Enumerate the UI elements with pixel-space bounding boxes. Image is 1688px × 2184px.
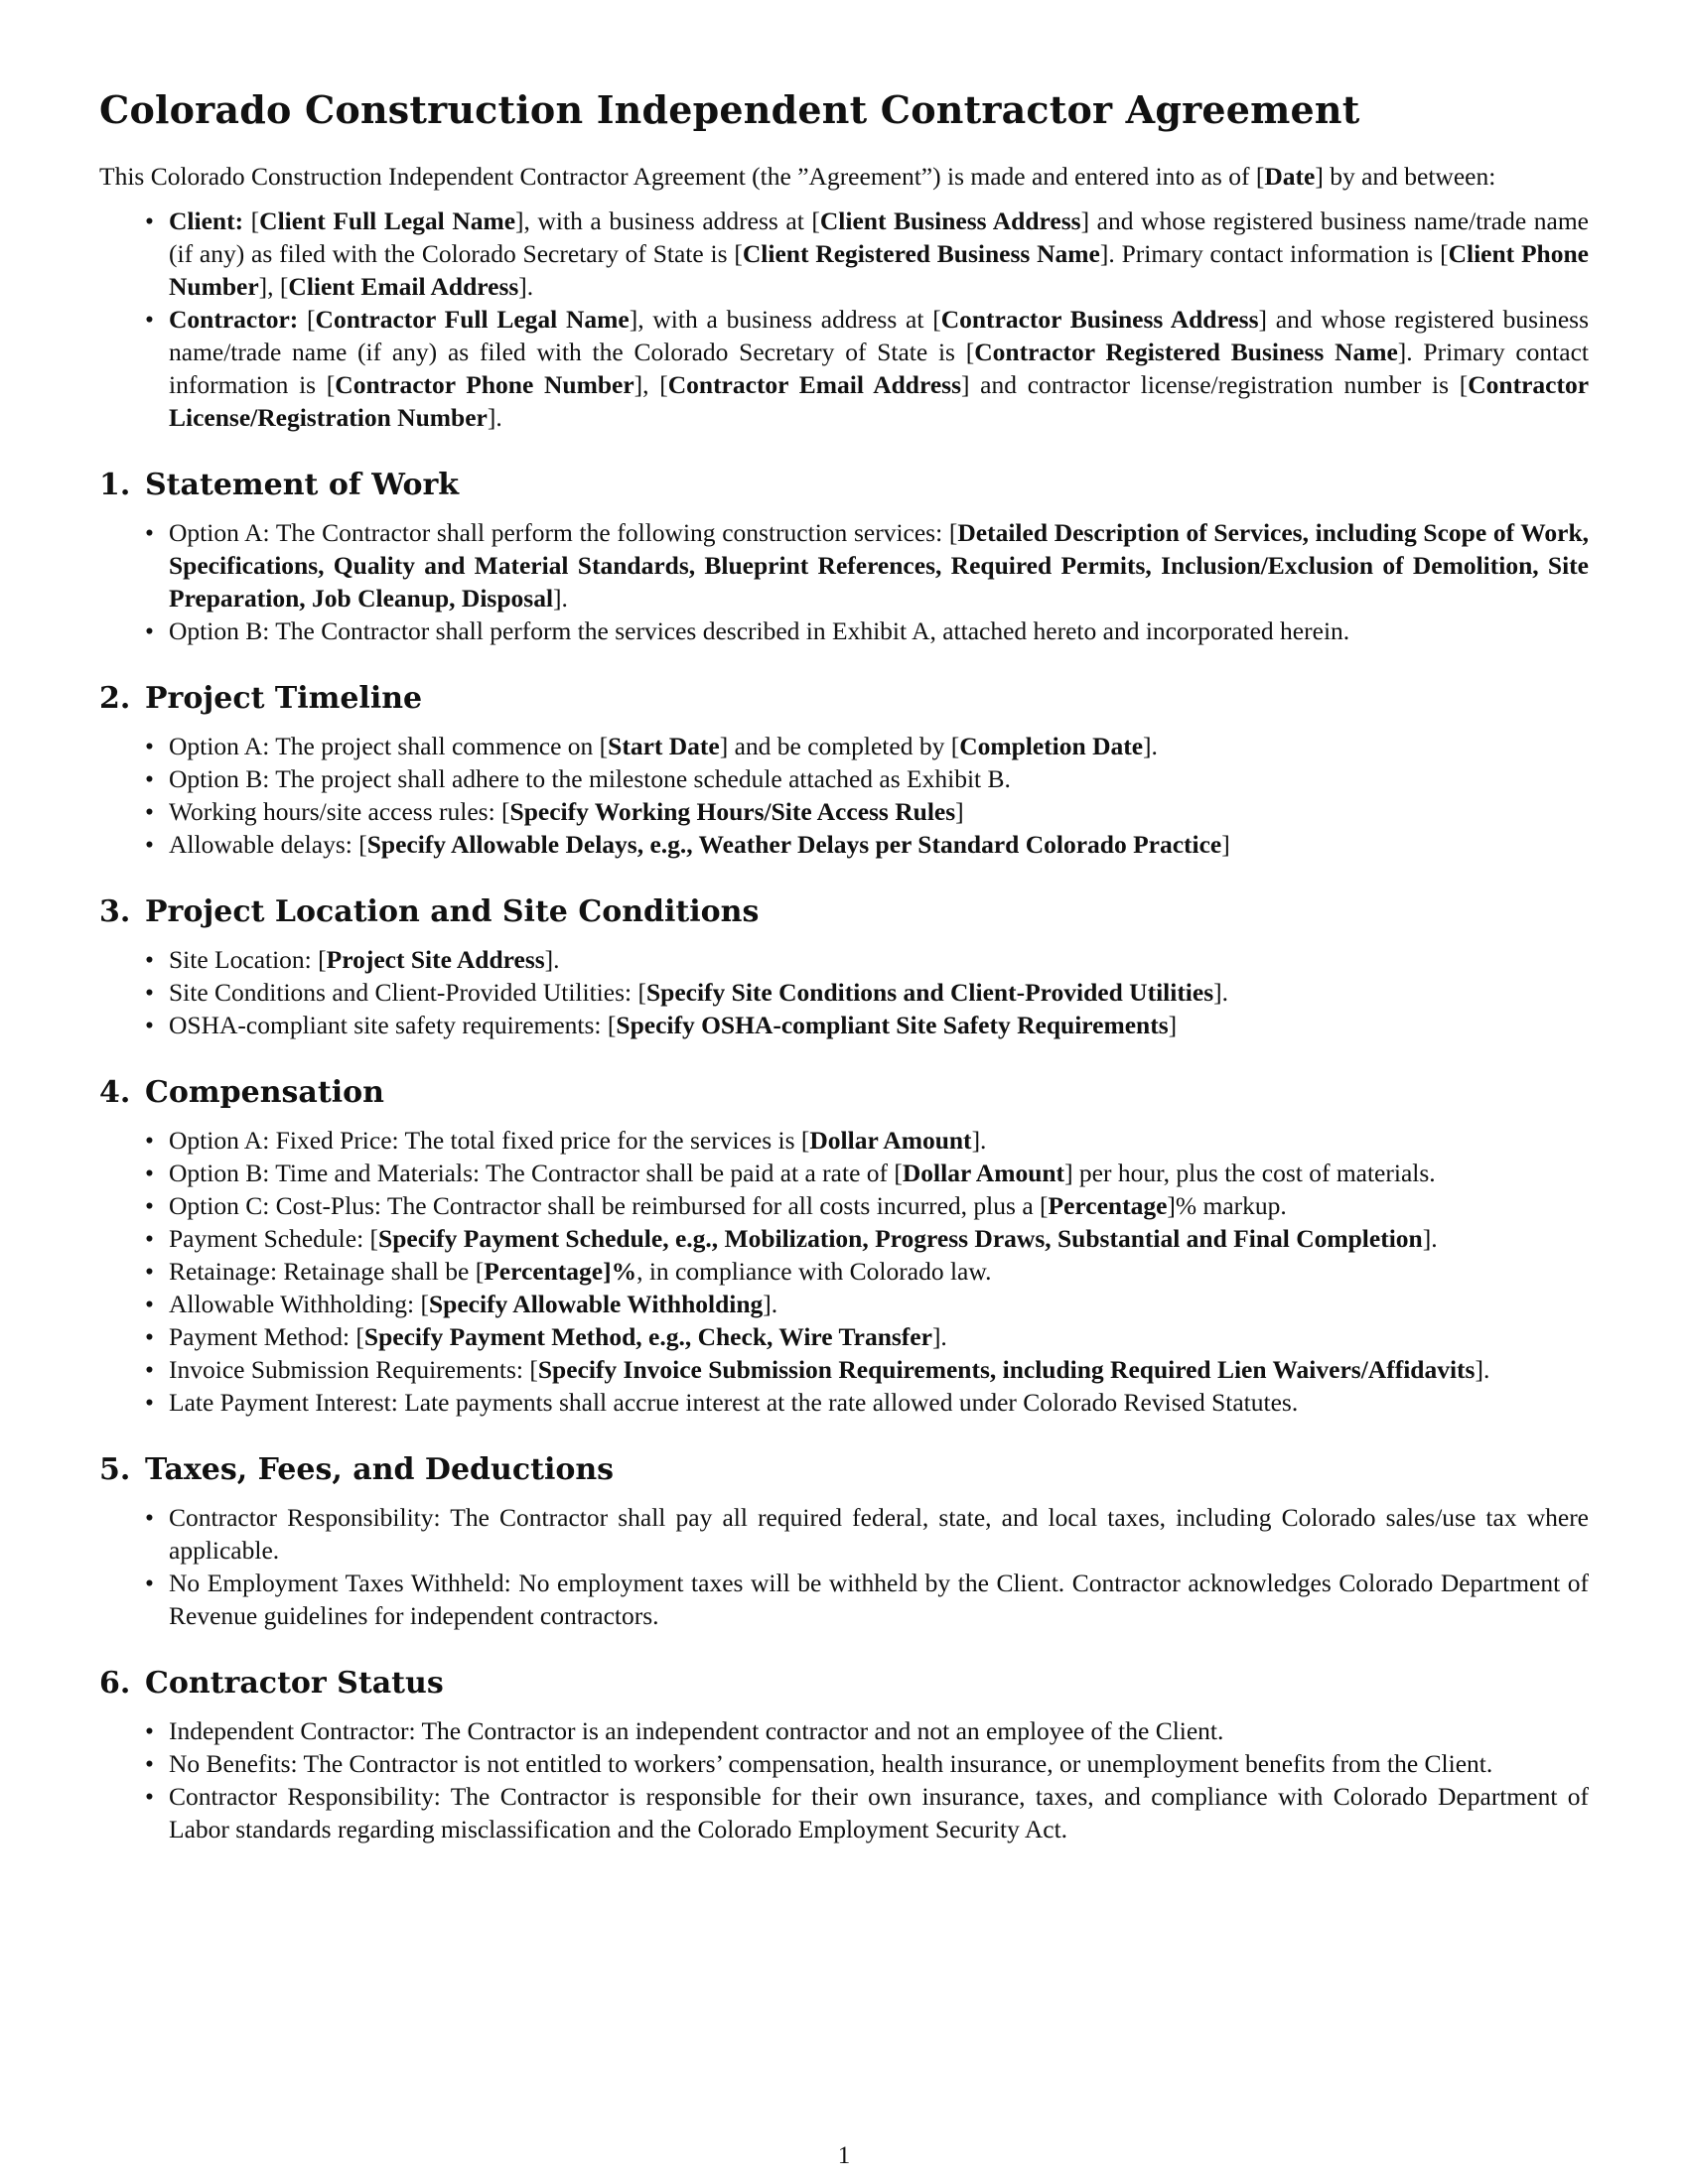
section-list: [99, 1714, 1589, 1845]
list-item: • Option B: Time and Materials: The Contractor shall be paid at a rate of [Dollar Amount] per hour, plus the cost of materials.: [169, 1157, 1589, 1189]
section-list: [99, 1124, 1589, 1419]
list-item: • Option B: The Contractor shall perform the services described in Exhibit A, attached hereto and incorporated herein.: [169, 614, 1589, 647]
list-item: • Payment Schedule: [Specify Payment Schedule, e.g., Mobilization, Progress Draws, Substantial and Final Completion].: [169, 1222, 1589, 1255]
list-item: • Site Location: [Project Site Address].: [169, 943, 1589, 976]
section-list: [99, 730, 1589, 861]
parties-list: [99, 205, 1589, 434]
list-item: • OSHA-compliant site safety requirements: [Specify OSHA-compliant Site Safety Requirements]: [169, 1009, 1589, 1041]
section-heading: 2. Project Timeline: [99, 681, 423, 716]
list-item: • Option A: The project shall commence on [Start Date] and be completed by [Completion Date].: [169, 730, 1589, 762]
list-item: • No Benefits: The Contractor is not entitled to workers’ compensation, health insurance, or unemployment benefits from the Client.: [169, 1747, 1589, 1780]
list-item: • Contractor Responsibility: The Contractor shall pay all required federal, state, and local taxes, including Colorado sales/use tax where applicable.: [169, 1501, 1589, 1567]
section-heading: 6. Contractor Status: [99, 1666, 444, 1701]
section-heading: 5. Taxes, Fees, and Deductions: [99, 1452, 615, 1487]
list-item: • Working hours/site access rules: [Specify Working Hours/Site Access Rules]: [169, 795, 1589, 828]
list-item: • Client: [Client Full Legal Name], with a business address at [Client Business Address] and whose registered business name/trade name (if any) as filed with the Colorado Secretary of State is [Client Registered Business Name]. Primary contact information is [Client Phone Number], [Client Email Address].: [169, 205, 1589, 303]
list-item: • Allowable Withholding: [Specify Allowable Withholding].: [169, 1288, 1589, 1320]
document-title: Colorado Construction Independent Contractor Agreement: [99, 87, 1360, 132]
list-item: • Invoice Submission Requirements: [Specify Invoice Submission Requirements, including Required Lien Waivers/Affidavits].: [169, 1353, 1589, 1386]
section-heading: 1. Statement of Work: [99, 468, 460, 502]
list-item: • Late Payment Interest: Late payments shall accrue interest at the rate allowed under Colorado Revised Statutes.: [169, 1386, 1589, 1419]
list-item: • Independent Contractor: The Contractor is an independent contractor and not an employee of the Client.: [169, 1714, 1589, 1747]
list-item: • Contractor Responsibility: The Contractor is responsible for their own insurance, taxes, and compliance with Colorado Department of Labor standards regarding misclassification and the Colorado Employment Security Act.: [169, 1780, 1589, 1845]
list-item: • No Employment Taxes Withheld: No employment taxes will be withheld by the Client. Contractor acknowledges Colorado Department of Revenue guidelines for independent contractors.: [169, 1567, 1589, 1632]
page-number: 1: [837, 2142, 851, 2169]
list-item: • Allowable delays: [Specify Allowable Delays, e.g., Weather Delays per Standard Colorado Practice]: [169, 828, 1589, 861]
list-item: • Option B: The project shall adhere to the milestone schedule attached as Exhibit B.: [169, 762, 1589, 795]
section-list: [99, 943, 1589, 1041]
list-item: • Option C: Cost-Plus: The Contractor shall be reimbursed for all costs incurred, plus a [Percentage]% markup.: [169, 1189, 1589, 1222]
list-item: • Option A: The Contractor shall perform the following construction services: [Detailed Description of Services, including Scope of Work, Specifications, Quality and Material Standards, Blueprint References, Required Permits, Inclusion/Exclusion of Demolition, Site Preparation, Job Cleanup, Disposal].: [169, 516, 1589, 614]
section-list: [99, 516, 1589, 647]
list-item: • Site Conditions and Client-Provided Utilities: [Specify Site Conditions and Client-Provided Utilities].: [169, 976, 1589, 1009]
document-page: [99, 87, 1589, 1845]
section-heading: 4. Compensation: [99, 1075, 384, 1110]
list-item: • Retainage: Retainage shall be [Percentage]%, in compliance with Colorado law.: [169, 1255, 1589, 1288]
list-item: • Contractor: [Contractor Full Legal Name], with a business address at [Contractor Business Address] and whose registered business name/trade name (if any) as filed with the Colorado Secretary of State is [Contractor Registered Business Name]. Primary contact information is [Contractor Phone Number], [Contractor Email Address] and contractor license/registration number is [Contractor License/Registration Number].: [169, 303, 1589, 434]
section-list: [99, 1501, 1589, 1632]
section-heading: 3. Project Location and Site Conditions: [99, 894, 760, 929]
list-item: • Payment Method: [Specify Payment Method, e.g., Check, Wire Transfer].: [169, 1320, 1589, 1353]
list-item: • Option A: Fixed Price: The total fixed price for the services is [Dollar Amount].: [169, 1124, 1589, 1157]
intro-paragraph: This Colorado Construction Independent Contractor Agreement (the ”Agreement”) is made and entered into as of [Date] by and between:: [99, 162, 1496, 191]
